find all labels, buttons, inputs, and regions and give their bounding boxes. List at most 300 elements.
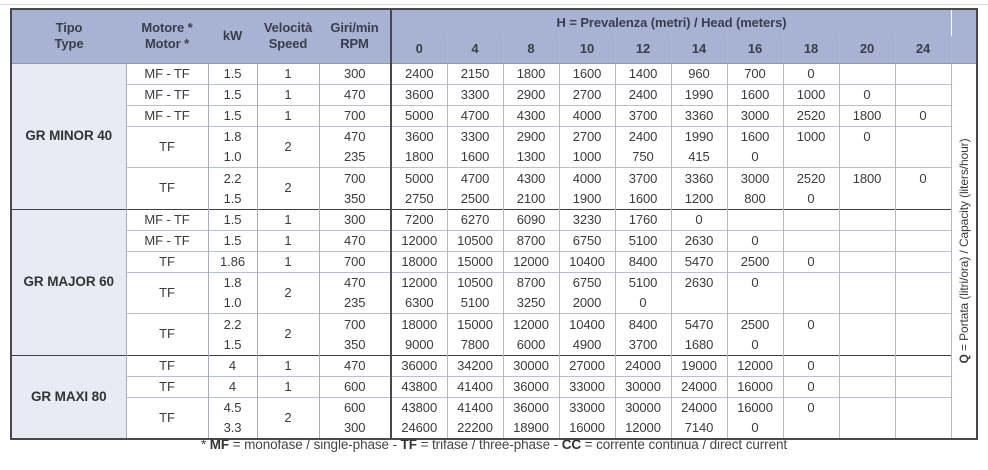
cell-head-4-line: 5100 [460, 295, 490, 310]
cell-head-0-line: 24600 [401, 420, 438, 435]
cell-motor: MF - TF [126, 63, 208, 84]
cell-speed: 2 [257, 397, 319, 439]
cell-head-10: 27000 [559, 355, 615, 376]
cell-kw [208, 397, 257, 439]
cell-head-10: 4000 [559, 105, 615, 126]
cell-head-4-line: 3300 [460, 129, 490, 144]
cell-head-10-line: 1000 [572, 149, 602, 164]
cell-head-18-line [784, 418, 839, 438]
cell-head-4 [447, 126, 503, 168]
cell-head-12-line: 30000 [625, 400, 661, 415]
cell-rpm-line: 700 [344, 170, 366, 186]
cell-head-16: 12000 [727, 355, 783, 376]
head-tick-12: 12 [615, 36, 671, 63]
cell-head-20 [839, 272, 895, 314]
cell-head-24 [895, 272, 951, 314]
cell-head-14-line: 3360 [684, 170, 714, 186]
cell-kw-line: 1.8 [223, 275, 242, 290]
cell-speed: 1 [257, 230, 319, 251]
cell-head-18-line [784, 273, 839, 293]
col-header-motor-en: Motor * [144, 36, 190, 52]
cell-head-20-line [840, 189, 895, 209]
cell-rpm [319, 168, 391, 210]
cell-head-24 [895, 314, 951, 356]
cell-head-4 [447, 272, 503, 314]
cell-head-24 [895, 230, 951, 251]
cell-rpm: 700 [319, 251, 391, 272]
table-row [11, 397, 977, 439]
cell-head-20 [839, 355, 895, 376]
cell-head-24 [895, 126, 951, 168]
cell-head-4-line: 15000 [457, 316, 493, 332]
cell-rpm: 300 [319, 63, 391, 84]
cell-rpm: 470 [319, 230, 391, 251]
head-tick-20: 20 [839, 36, 895, 63]
cell-head-12-line: 3700 [628, 170, 658, 186]
head-tick-16: 16 [727, 36, 783, 63]
cell-head-0 [391, 272, 447, 314]
cell-head-4-line: 4700 [460, 170, 490, 186]
cell-head-10 [559, 272, 615, 314]
cell-head-24-line [896, 189, 951, 209]
cell-speed: 1 [257, 209, 319, 230]
cell-head-24-line [896, 293, 951, 313]
cell-head-12-line: 1600 [628, 190, 658, 206]
cell-motor: TF [126, 397, 208, 439]
cell-head-16: 3000 [727, 105, 783, 126]
cell-kw-line: 1.5 [223, 336, 242, 352]
cell-head-16-line [728, 293, 783, 313]
cell-head-8-line: 6000 [516, 336, 546, 352]
head-tick-24: 24 [895, 36, 951, 63]
cell-head-0: 18000 [391, 251, 447, 272]
cell-head-20-line [840, 335, 895, 355]
cell-head-12: 1760 [615, 209, 671, 230]
cell-head-8 [503, 397, 559, 439]
cell-head-14: 0 [671, 209, 727, 230]
cell-head-12-line: 12000 [625, 420, 661, 435]
cell-kw [208, 314, 257, 356]
cell-head-20 [839, 126, 895, 168]
cell-head-20 [839, 168, 895, 210]
cell-kw: 1.5 [208, 105, 257, 126]
cell-head-12: 1400 [615, 63, 671, 84]
cell-head-18-line: 0 [807, 316, 815, 332]
cell-motor: TF [126, 355, 208, 376]
cell-head-0-line: 6300 [404, 295, 434, 310]
cell-head-10 [559, 168, 615, 210]
cell-head-12 [615, 126, 671, 168]
cell-rpm: 470 [319, 84, 391, 105]
cell-head-24-line [896, 273, 951, 293]
table-row [11, 209, 977, 230]
head-tick-10: 10 [559, 36, 615, 63]
cell-head-14: 2630 [671, 230, 727, 251]
cell-head-14 [671, 314, 727, 356]
cell-motor: MF - TF [126, 230, 208, 251]
cell-head-10 [559, 314, 615, 356]
cell-head-0: 43800 [391, 376, 447, 397]
cell-head-20-line [840, 418, 895, 438]
cell-head-18: 1000 [783, 84, 839, 105]
footnote [0, 437, 988, 452]
cell-head-20 [839, 314, 895, 356]
head-tick-4: 4 [447, 36, 503, 63]
cell-head-18-line: 0 [807, 190, 815, 206]
cell-head-24-line [896, 147, 951, 167]
col-header-type-it: Tipo [55, 20, 83, 36]
cell-head-10-line: 2000 [572, 295, 602, 310]
cell-head-14: 5470 [671, 251, 727, 272]
cell-head-12: 8400 [615, 251, 671, 272]
cell-speed: 1 [257, 84, 319, 105]
cell-rpm-line: 700 [344, 316, 366, 332]
cell-head-10-line: 4900 [572, 336, 602, 352]
cell-head-8 [503, 126, 559, 168]
cell-head-24 [895, 355, 951, 376]
cell-kw: 1.5 [208, 63, 257, 84]
cell-head-10-line: 1900 [572, 190, 602, 206]
cell-head-14 [671, 397, 727, 439]
cell-head-16: 2500 [727, 251, 783, 272]
cell-rpm-line: 600 [344, 400, 366, 415]
table-row [11, 168, 977, 210]
cell-head-24: 0 [895, 105, 951, 126]
cell-rpm-line: 300 [344, 420, 366, 435]
cell-kw-line: 1.8 [223, 129, 242, 144]
cell-head-24 [895, 63, 951, 84]
q-symbol: Q [956, 353, 971, 364]
cell-head-0: 7200 [391, 209, 447, 230]
cell-speed: 2 [257, 272, 319, 314]
cell-head-20 [839, 251, 895, 272]
cell-head-20-line: 0 [863, 129, 871, 144]
cell-kw [208, 272, 257, 314]
cell-head-16 [727, 314, 783, 356]
cell-rpm [319, 314, 391, 356]
footnote-abbrev: MF [209, 437, 230, 452]
head-tick-14: 14 [671, 36, 727, 63]
cell-head-8 [503, 168, 559, 210]
cell-motor: TF [126, 251, 208, 272]
cell-head-4: 2150 [447, 63, 503, 84]
cell-head-10-line: 33000 [569, 400, 605, 415]
cell-head-20-line [840, 293, 895, 313]
head-symbol: H [556, 15, 566, 30]
cell-head-8 [503, 314, 559, 356]
footnote-abbrev: TF [400, 437, 417, 452]
cell-rpm [319, 397, 391, 439]
cell-head-0 [391, 397, 447, 439]
cell-head-8: 8700 [503, 230, 559, 251]
cell-kw-line: 2.2 [223, 170, 242, 186]
cell-head-14: 3360 [671, 105, 727, 126]
cell-head-24-line [896, 398, 951, 418]
col-header-q-spacer [951, 9, 977, 63]
cell-head-12-line: 0 [639, 295, 647, 310]
table-row [11, 272, 977, 314]
cell-head-16-line: 0 [751, 149, 759, 164]
cell-head-4 [447, 314, 503, 356]
cell-head-12 [615, 314, 671, 356]
cell-head-16: 1600 [727, 84, 783, 105]
cell-motor: TF [126, 314, 208, 356]
cell-head-16 [727, 209, 783, 230]
cell-rpm: 700 [319, 105, 391, 126]
group-name: GR MAXI 80 [11, 355, 126, 439]
cell-head-16-line: 2500 [740, 316, 770, 332]
cell-head-10: 1600 [559, 63, 615, 84]
cell-head-8-line: 36000 [513, 400, 549, 415]
cell-head-24 [895, 251, 951, 272]
cell-head-18 [783, 397, 839, 439]
cell-head-10: 33000 [559, 376, 615, 397]
cell-head-24-line: 0 [919, 170, 927, 186]
cell-head-4: 34200 [447, 355, 503, 376]
cell-head-18 [783, 272, 839, 314]
cell-head-4-line: 2500 [460, 190, 490, 206]
cell-speed: 1 [257, 63, 319, 84]
cell-kw: 1.5 [208, 230, 257, 251]
head-title-text: = Prevalenza (metri) / Head (meters) [565, 15, 787, 30]
cell-head-12 [615, 168, 671, 210]
cell-head-18: 0 [783, 355, 839, 376]
cell-head-8-line: 8700 [516, 275, 546, 290]
cell-kw: 4 [208, 376, 257, 397]
cell-head-20 [839, 376, 895, 397]
table-row [11, 126, 977, 168]
cell-head-24 [895, 84, 951, 105]
cell-head-16-line: 1600 [740, 129, 770, 144]
cell-head-18 [783, 126, 839, 168]
cell-head-14-line: 2630 [684, 275, 714, 290]
cell-rpm-line: 470 [344, 129, 366, 144]
footnote-text: = corrente continua / direct current [581, 437, 788, 452]
cell-head-12 [615, 397, 671, 439]
group-name: GR MAJOR 60 [11, 209, 126, 355]
col-header-rpm [319, 9, 391, 63]
table-row [11, 105, 977, 126]
head-tick-8: 8 [503, 36, 559, 63]
pump-spec-table [10, 8, 978, 440]
cell-head-4-line: 1600 [460, 149, 490, 164]
cell-head-14-line: 24000 [681, 400, 717, 415]
cell-head-4: 4700 [447, 105, 503, 126]
cell-speed: 2 [257, 168, 319, 210]
cell-head-4 [447, 397, 503, 439]
cell-head-14-line: 415 [688, 149, 710, 164]
cell-head-20-line [840, 147, 895, 167]
cell-head-8: 4300 [503, 105, 559, 126]
col-header-speed-en: Speed [268, 36, 308, 52]
cell-head-16-line: 800 [744, 190, 766, 206]
table-row [11, 376, 977, 397]
cell-head-8-line: 18900 [513, 420, 549, 435]
cell-head-14-line: 1990 [684, 129, 714, 144]
cell-rpm [319, 272, 391, 314]
cell-head-14-line: 1680 [684, 336, 714, 352]
cell-head-24 [895, 376, 951, 397]
cell-kw-line: 1.0 [223, 295, 242, 310]
cell-speed: 1 [257, 376, 319, 397]
footnote-text: = monofase / single-phase - [229, 437, 401, 452]
cell-head-10-line: 2700 [572, 129, 602, 144]
cell-head-24 [895, 209, 951, 230]
cell-head-24-line [896, 418, 951, 438]
cell-head-8-line: 12000 [513, 316, 549, 332]
cell-head-8-line: 4300 [516, 170, 546, 186]
cell-head-10-line: 4000 [572, 170, 602, 186]
cell-head-8-line: 3250 [516, 295, 546, 310]
cell-kw-line: 1.0 [223, 149, 242, 164]
cell-head-0 [391, 314, 447, 356]
cell-head-18-line: 0 [807, 400, 815, 415]
cell-speed: 1 [257, 355, 319, 376]
cell-head-4: 10500 [447, 230, 503, 251]
cell-kw-line: 1.5 [223, 190, 242, 206]
cell-head-0: 12000 [391, 230, 447, 251]
cell-head-18-line: 2520 [796, 170, 826, 186]
cell-head-20-line [840, 398, 895, 418]
cell-head-0-line: 3600 [404, 129, 434, 144]
cell-head-16 [727, 126, 783, 168]
cell-head-8: 30000 [503, 355, 559, 376]
cell-head-8: 6090 [503, 209, 559, 230]
cell-head-16-line: 0 [751, 420, 759, 435]
cell-head-4-line: 10500 [457, 275, 493, 290]
page-top-divider [0, 4, 988, 5]
table-row [11, 230, 977, 251]
col-header-rpm-it: Giri/min [330, 20, 379, 36]
cell-head-24 [895, 397, 951, 439]
cell-head-18-line [784, 293, 839, 313]
cell-head-18: 2520 [783, 105, 839, 126]
cell-head-20-line: 1800 [852, 170, 882, 186]
cell-head-0-line: 9000 [404, 336, 434, 352]
cell-head-24-line [896, 315, 951, 335]
cell-speed: 2 [257, 314, 319, 356]
cell-head-8 [503, 272, 559, 314]
cell-head-8-line: 2900 [516, 129, 546, 144]
cell-head-18 [783, 230, 839, 251]
cell-head-12: 3700 [615, 105, 671, 126]
cell-head-18: 0 [783, 251, 839, 272]
cell-head-4: 3300 [447, 84, 503, 105]
cell-head-18-line: 1000 [796, 129, 826, 144]
cell-motor: MF - TF [126, 84, 208, 105]
cell-head-12 [615, 272, 671, 314]
cell-head-16: 0 [727, 230, 783, 251]
cell-motor: TF [126, 168, 208, 210]
cell-head-18: 0 [783, 63, 839, 84]
cell-head-18 [783, 209, 839, 230]
cell-head-8: 36000 [503, 376, 559, 397]
cell-head-14: 19000 [671, 355, 727, 376]
cell-head-12: 2400 [615, 84, 671, 105]
cell-head-20-line [840, 315, 895, 335]
cell-head-0-line: 5000 [404, 170, 434, 186]
table-header [11, 9, 977, 63]
cell-head-4 [447, 168, 503, 210]
cell-head-8-line: 1300 [516, 149, 546, 164]
cell-motor: MF - TF [126, 209, 208, 230]
cell-head-12-line: 2400 [628, 129, 658, 144]
head-tick-18: 18 [783, 36, 839, 63]
cell-head-12-line: 8400 [628, 316, 658, 332]
cell-head-14: 1990 [671, 84, 727, 105]
footnote-abbrev: CC [561, 437, 581, 452]
cell-rpm-line: 235 [344, 295, 366, 310]
cell-head-16-line: 0 [751, 275, 759, 290]
cell-rpm [319, 126, 391, 168]
col-header-head-meters [391, 9, 951, 36]
col-header-motor [126, 9, 208, 63]
cell-head-4-line: 41400 [457, 400, 493, 415]
table-row [11, 314, 977, 356]
cell-head-16-line: 0 [751, 336, 759, 352]
cell-head-20: 1800 [839, 105, 895, 126]
cell-head-24-line [896, 335, 951, 355]
cell-head-4: 41400 [447, 376, 503, 397]
cell-head-18: 0 [783, 376, 839, 397]
cell-rpm: 470 [319, 355, 391, 376]
cell-rpm: 600 [319, 376, 391, 397]
cell-rpm-line: 350 [344, 336, 366, 352]
cell-speed: 1 [257, 105, 319, 126]
cell-head-4: 15000 [447, 251, 503, 272]
cell-head-4-line: 7800 [460, 336, 490, 352]
cell-head-0-line: 12000 [401, 275, 438, 290]
footnote-text: = trifase / three-phase - [416, 437, 562, 452]
spec-table-body [11, 63, 977, 439]
cell-kw: 1.5 [208, 209, 257, 230]
cell-kw: 4 [208, 355, 257, 376]
cell-kw-line: 4.5 [223, 400, 242, 415]
cell-head-0: 3600 [391, 84, 447, 105]
cell-head-14 [671, 168, 727, 210]
cell-head-0 [391, 168, 447, 210]
cell-motor: TF [126, 376, 208, 397]
col-header-type-en: Type [54, 36, 84, 52]
cell-rpm: 300 [319, 209, 391, 230]
cell-head-14-line: 5470 [684, 316, 714, 332]
cell-head-0-line: 2750 [404, 190, 434, 206]
cell-head-16 [727, 272, 783, 314]
cell-motor: MF - TF [126, 105, 208, 126]
table-row [11, 355, 977, 376]
cell-speed: 2 [257, 126, 319, 168]
col-header-rpm-en: RPM [340, 36, 369, 52]
col-header-kw: kW [208, 9, 257, 63]
cell-head-20 [839, 209, 895, 230]
table-row [11, 63, 977, 84]
cell-head-12: 24000 [615, 355, 671, 376]
cell-head-18-line [784, 335, 839, 355]
cell-head-24-line [896, 127, 951, 147]
cell-head-20 [839, 230, 895, 251]
cell-kw [208, 168, 257, 210]
cell-head-10: 6750 [559, 230, 615, 251]
cell-kw: 1.86 [208, 251, 257, 272]
cell-head-20: 0 [839, 84, 895, 105]
footnote-text: * [200, 437, 210, 452]
col-header-speed [257, 9, 319, 63]
cell-head-14: 960 [671, 63, 727, 84]
cell-head-18 [783, 314, 839, 356]
cell-head-18-line [784, 147, 839, 167]
q-axis-label-text [954, 138, 974, 363]
q-axis-label [951, 63, 977, 439]
